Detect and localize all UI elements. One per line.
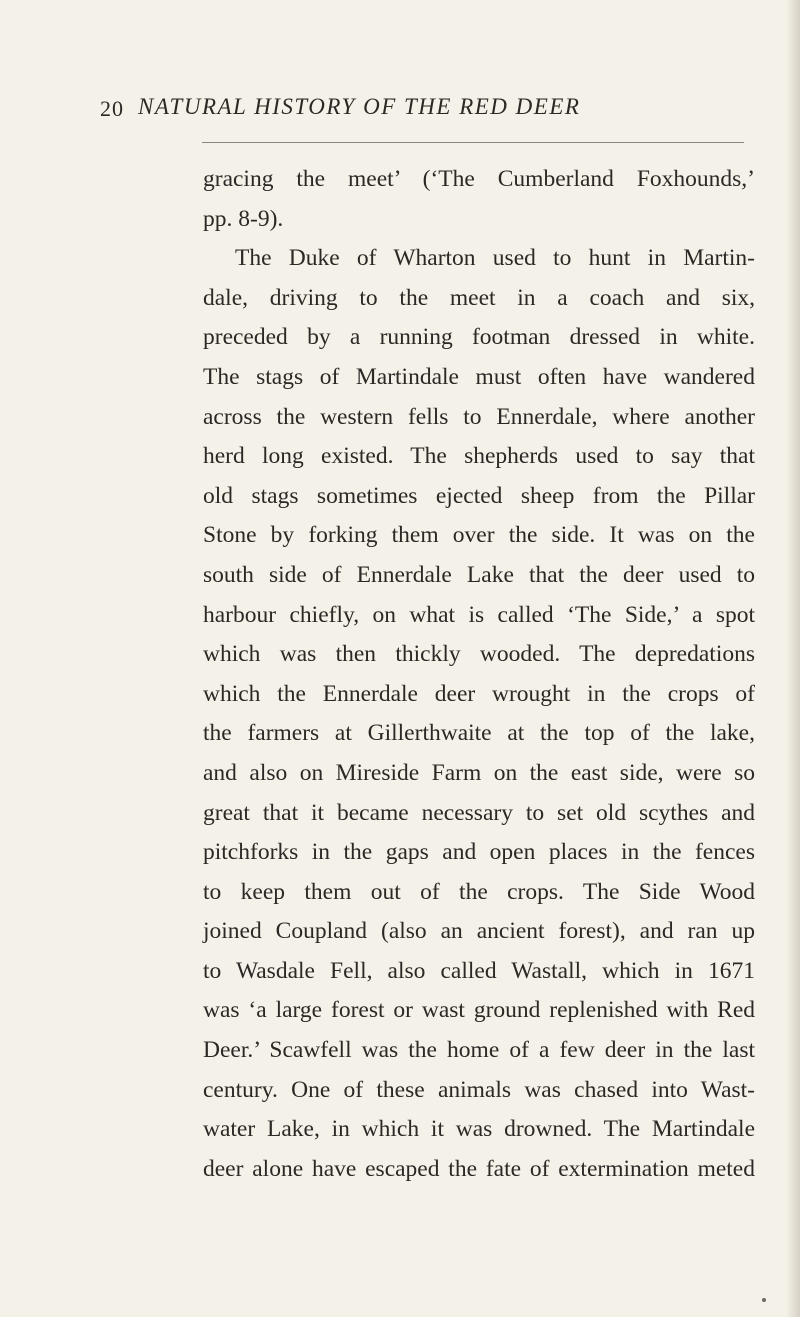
text-line: and also on Mireside Farm on the east side, were so <box>203 759 755 786</box>
header-rule <box>202 142 744 143</box>
text-line: harbour chiefly, on what is called ‘The Side,’ a spot <box>203 601 755 628</box>
text-line: the farmers at Gillerthwaite at the top of the lake, <box>203 720 755 747</box>
text-line: preceded by a running footman dressed in white. <box>203 324 755 351</box>
body-text <box>203 160 755 1189</box>
text-line: dale, driving to the meet in a coach and six, <box>203 284 755 311</box>
text-line: gracing the meet’ (‘The Cumberland Foxhounds,’ <box>203 166 755 192</box>
text-line: deer alone have escaped the fate of extermination meted <box>203 1155 755 1182</box>
page-edge-shadow <box>786 0 800 1317</box>
text-line: century. One of these animals was chased into Wast- <box>203 1076 755 1103</box>
text-line: was ‘a large forest or wast ground replenished with Red <box>203 997 755 1024</box>
text-line: old stags sometimes ejected sheep from the Pillar <box>203 482 755 509</box>
text-line: across the western fells to Ennerdale, where another <box>203 403 755 430</box>
text-line: herd long existed. The shepherds used to say that <box>203 443 755 470</box>
text-line: south side of Ennerdale Lake that the deer used to <box>203 561 755 588</box>
text-line: Deer.’ Scawfell was the home of a few deer in the last <box>203 1037 755 1064</box>
text-line: The Duke of Wharton used to hunt in Martin- <box>235 245 755 272</box>
text-line: pitchforks in the gaps and open places in the fences <box>203 839 755 866</box>
text-line: great that it became necessary to set old scythes and <box>203 799 755 826</box>
text-line: to keep them out of the crops. The Side Wood <box>203 878 755 905</box>
text-line: which was then thickly wooded. The depredations <box>203 641 755 668</box>
text-line: to Wasdale Fell, also called Wastall, which in 1671 <box>203 957 755 984</box>
text-line: water Lake, in which it was drowned. The Martindale <box>203 1116 755 1143</box>
text-line: joined Coupland (also an ancient forest), and ran up <box>203 918 755 945</box>
paper-speck <box>762 1298 766 1302</box>
running-title: NATURAL HISTORY OF THE RED DEER <box>138 94 581 119</box>
text-line: The stags of Martindale must often have wandered <box>203 363 755 390</box>
text-line: pp. 8-9). <box>203 205 284 232</box>
page-number: 20 <box>100 96 124 121</box>
text-line: Stone by forking them over the side. It was on the <box>203 522 755 549</box>
page-header <box>100 96 760 136</box>
text-line: which the Ennerdale deer wrought in the crops of <box>203 680 755 707</box>
